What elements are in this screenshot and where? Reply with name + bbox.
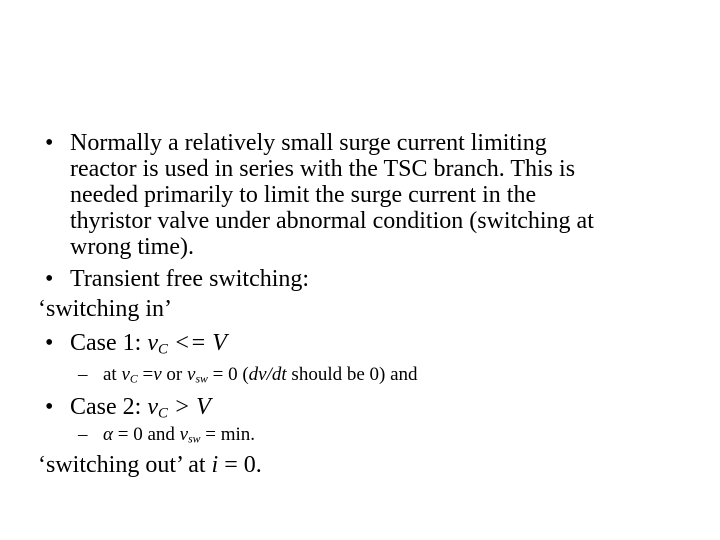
p1-line-3: needed primarily to limit the surge current in the [70,182,537,208]
sub1-c: C [129,372,138,386]
sub1-v: v [121,364,130,385]
switching-in-label: ‘switching in’ [38,296,172,322]
sub1-at: at [103,364,122,385]
case1-line [70,330,227,356]
bullet-2: • [45,266,54,292]
sub1-or: or [161,364,187,385]
sub1-v2: v [153,364,162,385]
sub2-sw: sw [188,432,201,446]
sub2-alpha: α [103,424,113,445]
sub2-a: = 0 and [112,424,180,445]
p1-line-5: wrong time). [70,234,194,260]
dash-2: – [78,424,88,445]
sub1-tail: should be 0) and [286,364,418,385]
case1-prefix: Case 1: [70,330,148,356]
case2-v: v [147,394,158,420]
p1-line-1: Normally a relatively small surge current limiting [70,130,547,156]
last-i: i [211,452,219,478]
case1-v: v [147,330,158,356]
sub1-line [103,364,418,386]
case2-line [70,394,211,420]
sub1-eq: = [137,364,154,385]
sub2-tail: = min. [200,424,256,445]
case2-prefix: Case 2: [70,394,148,420]
sub1-v3: v [187,364,196,385]
sub2-line [103,424,255,446]
bullet-3: • [45,330,54,356]
p1-line-2: reactor is used in series with the TSC branch. This is [70,156,576,182]
case1-sub-c: C [157,341,168,358]
dash-1: – [78,364,88,385]
bullet-4: • [45,394,54,420]
p1-line-4: thyristor valve under abnormal condition (switching at [70,208,594,234]
case2-sub-c: C [157,405,168,422]
sub1-dvdt: dv/dt [248,364,287,385]
sub2-v: v [179,424,189,445]
case2-rest: > V [167,394,211,420]
last-a: ‘switching out’ at [38,452,212,478]
last-b: = 0. [218,452,262,478]
p2-line: Transient free switching: [70,266,310,292]
case1-rest: <= V [167,330,227,356]
sub1-sw: sw [195,372,208,386]
bullet-1: • [45,130,54,156]
switching-out-line [38,452,262,478]
sub1-zero: = 0 ( [207,364,249,385]
